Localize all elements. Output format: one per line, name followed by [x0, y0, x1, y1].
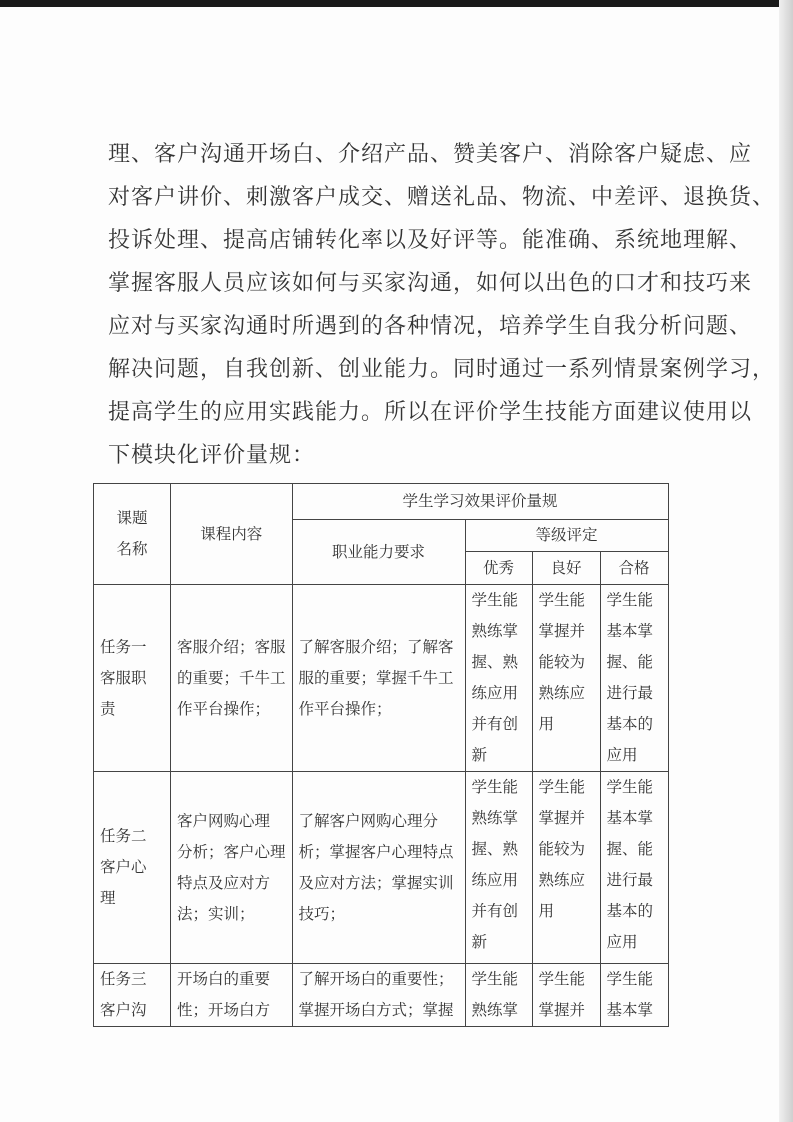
cell-line: 基本掌	[606, 622, 654, 640]
cell-line: 熟练应	[538, 871, 586, 889]
table-row	[94, 772, 669, 964]
table-row	[94, 964, 669, 1027]
cell-line: 理	[100, 889, 116, 907]
cell-line: 及应对方法；掌握实训	[298, 873, 454, 892]
cell-line: 客服介绍；客服	[177, 637, 286, 656]
cell-line: 熟练掌	[471, 809, 519, 827]
cell-line: 学生能	[471, 970, 519, 988]
paragraph-line: 理、客户沟通开场白、介绍产品、赞美客户、消除客户疑虑、应	[108, 142, 753, 167]
cell-line: 并有创	[471, 902, 519, 920]
cell-line: 客户沟	[100, 1001, 147, 1019]
paragraph-line: 下模块化评价量规：	[108, 443, 316, 468]
cell-line: 分析；客户心理	[177, 842, 286, 861]
cell-line: 客户心	[100, 858, 147, 876]
cell-content	[171, 772, 293, 964]
cell-line: 了解客户网购心理分	[298, 811, 439, 830]
header-grading: 等级评定	[465, 520, 668, 552]
cell-line: 并有创	[471, 715, 519, 733]
cell-line: 基本掌	[606, 809, 654, 827]
cell-line: 服的重要；掌握千牛工	[298, 668, 454, 687]
cell-competency	[292, 772, 465, 964]
header-rubric-title: 学生学习效果评价量规	[292, 484, 668, 520]
cell-line: 学生能	[471, 591, 519, 609]
cell-line: 学生能	[538, 970, 586, 988]
header-text: 课题	[116, 509, 148, 527]
body-paragraph	[108, 133, 776, 477]
paragraph-line: 掌握客服人员应该如何与买家沟通，如何以出色的口才和技巧来	[108, 271, 753, 296]
cell-excellent	[465, 585, 532, 772]
cell-content	[171, 585, 293, 772]
cell-line: 学生能	[606, 778, 654, 796]
cell-topic	[94, 585, 171, 772]
cell-line: 握、熟	[471, 840, 519, 858]
cell-line: 应用	[606, 933, 638, 951]
cell-line: 学生能	[471, 778, 519, 796]
cell-line: 基本的	[606, 902, 654, 920]
cell-line: 性；开场白方	[177, 1001, 271, 1019]
cell-line: 能较为	[538, 653, 586, 671]
cell-content	[171, 964, 293, 1027]
cell-line: 法；实训；	[177, 904, 255, 923]
paragraph-line: 提高学生的应用实践能力。所以在评价学生技能方面建议使用以	[108, 400, 753, 425]
cell-pass	[600, 772, 668, 964]
paragraph-line: 应对与买家沟通时所遇到的各种情况，培养学生自我分析问题、	[108, 314, 753, 339]
evaluation-rubric-table	[93, 483, 669, 1027]
cell-good	[532, 964, 600, 1027]
cell-line: 了解客服介绍；了解客	[298, 637, 454, 656]
cell-line: 客服职	[100, 668, 147, 687]
cell-line: 用	[538, 715, 555, 733]
paragraph-line: 解决问题，自我创新、创业能力。同时通过一系列情景案例学习，	[108, 357, 776, 382]
cell-line: 作平台操作；	[298, 699, 392, 718]
cell-line: 技巧；	[298, 904, 346, 923]
scan-right-edge	[779, 0, 793, 1122]
cell-line: 进行最	[606, 871, 654, 889]
cell-good	[532, 585, 600, 772]
cell-line: 掌握并	[538, 1001, 586, 1019]
cell-line: 特点及应对方	[177, 873, 271, 892]
cell-line: 熟练掌	[471, 1001, 519, 1019]
cell-line: 握、熟	[471, 653, 519, 671]
cell-line: 学生能	[538, 591, 586, 609]
cell-line: 学生能	[606, 970, 654, 988]
cell-pass	[600, 964, 668, 1027]
cell-excellent	[465, 964, 532, 1027]
cell-line: 责	[100, 699, 116, 718]
cell-line: 进行最	[606, 684, 654, 702]
cell-line: 握、能	[606, 653, 654, 671]
cell-line: 练应用	[471, 871, 519, 889]
cell-line: 握、能	[606, 840, 654, 858]
cell-excellent	[465, 772, 532, 964]
cell-topic	[94, 772, 171, 964]
paragraph-line: 对客户讲价、刺激客户成交、赠送礼品、物流、中差评、退换货、	[108, 185, 776, 210]
header-competency: 职业能力要求	[292, 520, 465, 585]
cell-line: 任务二	[100, 827, 147, 845]
header-good: 良好	[532, 552, 600, 585]
cell-line: 熟练掌	[471, 622, 519, 640]
cell-line: 任务三	[100, 970, 147, 988]
cell-pass	[600, 585, 668, 772]
cell-line: 客户网购心理	[177, 811, 271, 830]
cell-line: 新	[471, 933, 488, 951]
cell-competency	[292, 964, 465, 1027]
header-topic-name	[94, 484, 171, 585]
cell-line: 练应用	[471, 684, 519, 702]
table-row	[94, 585, 669, 772]
cell-line: 了解开场白的重要性；	[298, 970, 454, 988]
cell-line: 用	[538, 902, 555, 920]
cell-line: 能较为	[538, 840, 586, 858]
cell-topic	[94, 964, 171, 1027]
header-pass: 合格	[600, 552, 668, 585]
header-course-content: 课程内容	[171, 484, 293, 585]
paragraph-line: 投诉处理、提高店铺转化率以及好评等。能准确、系统地理解、	[108, 228, 753, 253]
scan-top-edge	[0, 0, 793, 7]
cell-good	[532, 772, 600, 964]
cell-line: 掌握开场白方式；掌握	[298, 1001, 454, 1019]
cell-line: 学生能	[606, 591, 654, 609]
cell-line: 新	[471, 746, 488, 764]
cell-line: 基本掌	[606, 1001, 654, 1019]
cell-line: 掌握并	[538, 622, 586, 640]
cell-competency	[292, 585, 465, 772]
cell-line: 应用	[606, 746, 638, 764]
cell-line: 熟练应	[538, 684, 586, 702]
cell-line: 析；掌握客户心理特点	[298, 842, 454, 861]
cell-line: 基本的	[606, 715, 654, 733]
header-text: 名称	[116, 540, 148, 558]
cell-line: 掌握并	[538, 809, 586, 827]
header-excellent: 优秀	[465, 552, 532, 585]
cell-line: 任务一	[100, 637, 147, 656]
cell-line: 学生能	[538, 778, 586, 796]
cell-line: 作平台操作；	[177, 699, 271, 718]
cell-line: 开场白的重要	[177, 970, 271, 988]
cell-line: 的重要；千牛工	[177, 668, 286, 687]
